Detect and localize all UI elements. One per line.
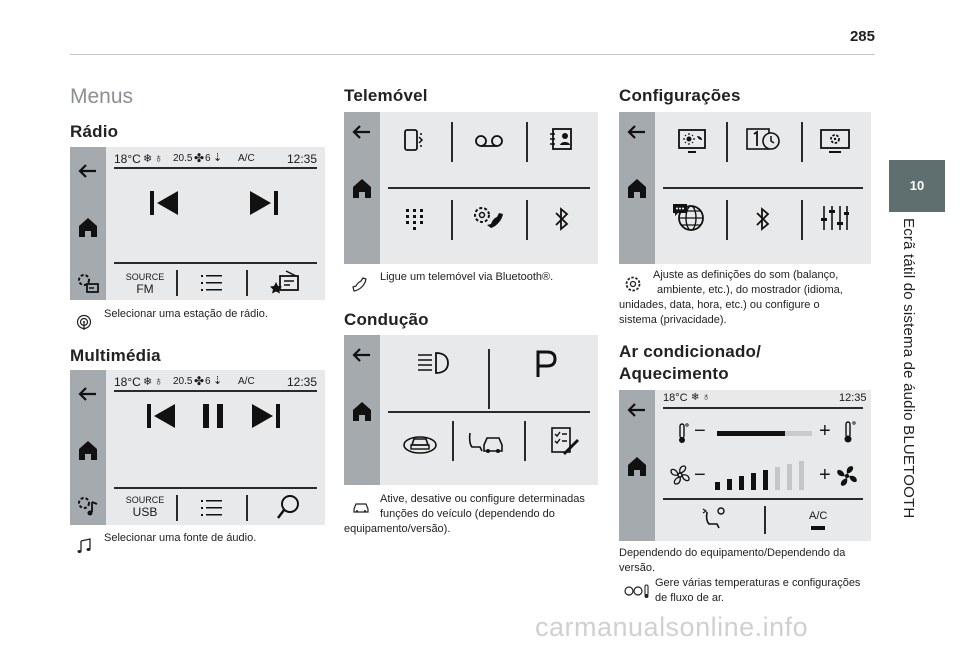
source-value[interactable]: FM — [136, 282, 154, 296]
headlights-icon[interactable] — [416, 349, 452, 377]
back-arrow-icon[interactable] — [625, 398, 649, 422]
airflow-icon: ⇣ — [213, 152, 223, 164]
checklist-tools-icon[interactable] — [549, 425, 581, 457]
pause-icon[interactable] — [200, 402, 226, 430]
menus-title: Menus — [70, 85, 134, 108]
chapter-tab[interactable]: 10 — [889, 160, 945, 212]
car-caption-icon — [352, 500, 370, 514]
previous-track-icon[interactable] — [148, 189, 180, 217]
list-icon[interactable] — [200, 273, 224, 293]
radio-caption-icon — [76, 314, 92, 330]
fan-level-bar — [787, 464, 792, 490]
location-icon: ♁ — [702, 391, 711, 403]
radio-favorite-icon[interactable] — [270, 270, 300, 296]
multimedia-title: Multimédia — [70, 346, 161, 365]
bluetooth-icon[interactable] — [554, 206, 570, 232]
source-label: SOURCE — [125, 495, 165, 505]
home-icon[interactable] — [350, 399, 374, 423]
telephone-rail — [344, 112, 380, 264]
snow-icon: ❄ — [143, 376, 153, 388]
radio-caption: Selecionar uma estação de rádio. — [104, 308, 268, 320]
back-arrow-icon[interactable] — [76, 159, 100, 183]
fan-level-bar — [763, 470, 768, 490]
home-icon[interactable] — [625, 176, 649, 200]
source-value[interactable]: USB — [132, 505, 158, 519]
location-icon: ♁ — [154, 374, 163, 388]
home-icon[interactable] — [76, 215, 100, 239]
header-rule — [70, 54, 875, 55]
page-number: 285 — [849, 28, 875, 45]
status-time: 12:35 — [839, 392, 867, 404]
climate-sub-caption-line2: de fluxo de ar. — [655, 592, 725, 604]
status-temp: 18°C — [114, 152, 141, 166]
climate-rail — [619, 390, 655, 541]
climate-caption-line2: versão. — [619, 562, 656, 574]
globe-language-icon[interactable] — [671, 200, 707, 232]
climate-title-line2: Aquecimento — [619, 364, 729, 383]
source-label: SOURCE — [125, 272, 165, 282]
location-icon: ♁ — [154, 151, 163, 165]
contact-card-icon[interactable] — [549, 126, 575, 152]
climate-screen — [619, 390, 871, 541]
fan-level-bar — [775, 467, 780, 490]
fan-low-icon — [669, 464, 691, 486]
phone-caption-icon — [352, 277, 368, 293]
driving-caption-line1: Ative, desative ou configure determinadas — [380, 493, 585, 505]
driving-rail — [344, 335, 380, 485]
home-icon[interactable] — [350, 176, 374, 200]
climate-caption-icon — [624, 583, 650, 599]
status-time: 12:35 — [287, 375, 318, 389]
phone-contacts-icon[interactable] — [402, 128, 428, 152]
seat-car-icon[interactable] — [466, 429, 506, 455]
parking-icon[interactable] — [534, 349, 558, 379]
telephone-caption: Ligue um telemóvel via Bluetooth®. — [380, 271, 554, 283]
status-fan-level: 6 — [205, 376, 211, 387]
voicemail-icon[interactable] — [474, 134, 504, 148]
multimedia-caption: Selecionar uma fonte de áudio. — [104, 532, 257, 544]
fan-level-bar — [715, 482, 720, 490]
fan-high-icon — [835, 464, 859, 488]
multimedia-rail — [70, 370, 106, 525]
back-arrow-icon[interactable] — [625, 120, 649, 144]
status-time: 12:35 — [287, 152, 318, 166]
home-icon[interactable] — [625, 454, 649, 478]
gear-caption-icon — [624, 275, 642, 293]
phone-settings-icon[interactable] — [471, 204, 505, 232]
driving-title: Condução — [344, 310, 429, 329]
fan-level-bar — [799, 461, 804, 490]
status-ac: A/C — [238, 153, 255, 164]
settings-rail — [619, 112, 655, 264]
list-icon[interactable] — [200, 498, 224, 518]
ac-indicator — [811, 526, 825, 530]
watermark: carmanualsonline.info — [535, 612, 809, 642]
settings-caption-line3: unidades, data, hora, etc.) ou configure o — [619, 299, 820, 311]
settings-caption-line4: sistema (privacidade). — [619, 314, 727, 326]
snow-icon: ❄ — [691, 392, 700, 403]
fan-icon: ✤ — [194, 374, 205, 388]
media-settings-icon[interactable] — [76, 494, 100, 518]
climate-sub-caption-line1: Gere várias temperaturas e configurações — [655, 577, 861, 589]
display-brightness-icon[interactable] — [677, 128, 707, 154]
status-fan-temp: 20.5 — [173, 153, 193, 164]
multimedia-screen — [70, 370, 325, 525]
next-track-icon[interactable] — [248, 189, 280, 217]
status-ac: A/C — [238, 376, 255, 387]
fan-icon: ✤ — [194, 151, 205, 165]
driving-caption-line2: funções do veículo (dependendo do — [380, 508, 555, 520]
driving-screen — [344, 335, 598, 485]
status-temp: 18°C — [663, 392, 688, 404]
airflow-icon: ⇣ — [213, 375, 223, 387]
snow-icon: ❄ — [143, 153, 153, 165]
radio-screen — [70, 147, 325, 300]
thermometer-high-icon — [843, 420, 857, 444]
previous-track-icon[interactable] — [145, 402, 177, 430]
fan-level-bar — [739, 476, 744, 490]
back-arrow-icon[interactable] — [350, 343, 374, 367]
screen-settings-icon[interactable] — [819, 128, 851, 154]
equalizer-icon[interactable] — [819, 204, 849, 232]
status-temp: 18°C — [114, 375, 141, 389]
date-time-icon[interactable] — [745, 126, 781, 154]
status-fan-temp: 20.5 — [173, 376, 193, 387]
driving-caption-line3: equipamento/versão). — [344, 523, 451, 535]
settings-title: Configurações — [619, 86, 741, 105]
temp-increase-button[interactable]: + — [819, 420, 831, 442]
keypad-icon[interactable] — [404, 207, 424, 231]
music-note-icon — [76, 538, 92, 554]
settings-screen — [619, 112, 871, 264]
radio-settings-icon[interactable] — [76, 271, 100, 295]
chapter-title: Ecrã tátil do sistema de áudio BLUETOOTH — [900, 218, 917, 519]
status-fan-level: 6 — [205, 153, 211, 164]
airflow-seat-icon[interactable] — [701, 506, 727, 530]
fan-level-bars[interactable] — [715, 460, 811, 490]
telephone-title: Telemóvel — [344, 86, 428, 105]
settings-caption-line2: ambiente, etc.), do mostrador (idioma, — [657, 284, 843, 296]
climate-caption-line1: Dependendo do equipamento/Dependendo da — [619, 547, 846, 559]
back-arrow-icon[interactable] — [76, 382, 100, 406]
radio-rail — [70, 147, 106, 300]
fan-increase-button[interactable]: + — [819, 464, 831, 486]
fan-decrease-button[interactable]: − — [694, 464, 706, 486]
climate-title-line1: Ar condicionado/ — [619, 342, 762, 361]
search-icon[interactable] — [276, 494, 300, 520]
back-arrow-icon[interactable] — [350, 120, 374, 144]
temp-decrease-button[interactable]: − — [694, 420, 706, 442]
bluetooth-icon[interactable] — [755, 206, 771, 232]
fan-level-bar — [727, 479, 732, 490]
temp-slider-track[interactable] — [717, 431, 812, 436]
fan-level-bar — [751, 473, 756, 490]
radio-title: Rádio — [70, 122, 119, 141]
thermometer-low-icon — [677, 422, 689, 444]
next-track-icon[interactable] — [250, 402, 282, 430]
temp-slider-fill — [717, 431, 785, 436]
telephone-screen — [344, 112, 598, 264]
ac-button[interactable]: A/C — [809, 510, 828, 522]
home-icon[interactable] — [76, 438, 100, 462]
vehicle-view-icon[interactable] — [402, 427, 438, 455]
settings-caption-line1: Ajuste as definições do som (balanço, — [653, 269, 839, 281]
